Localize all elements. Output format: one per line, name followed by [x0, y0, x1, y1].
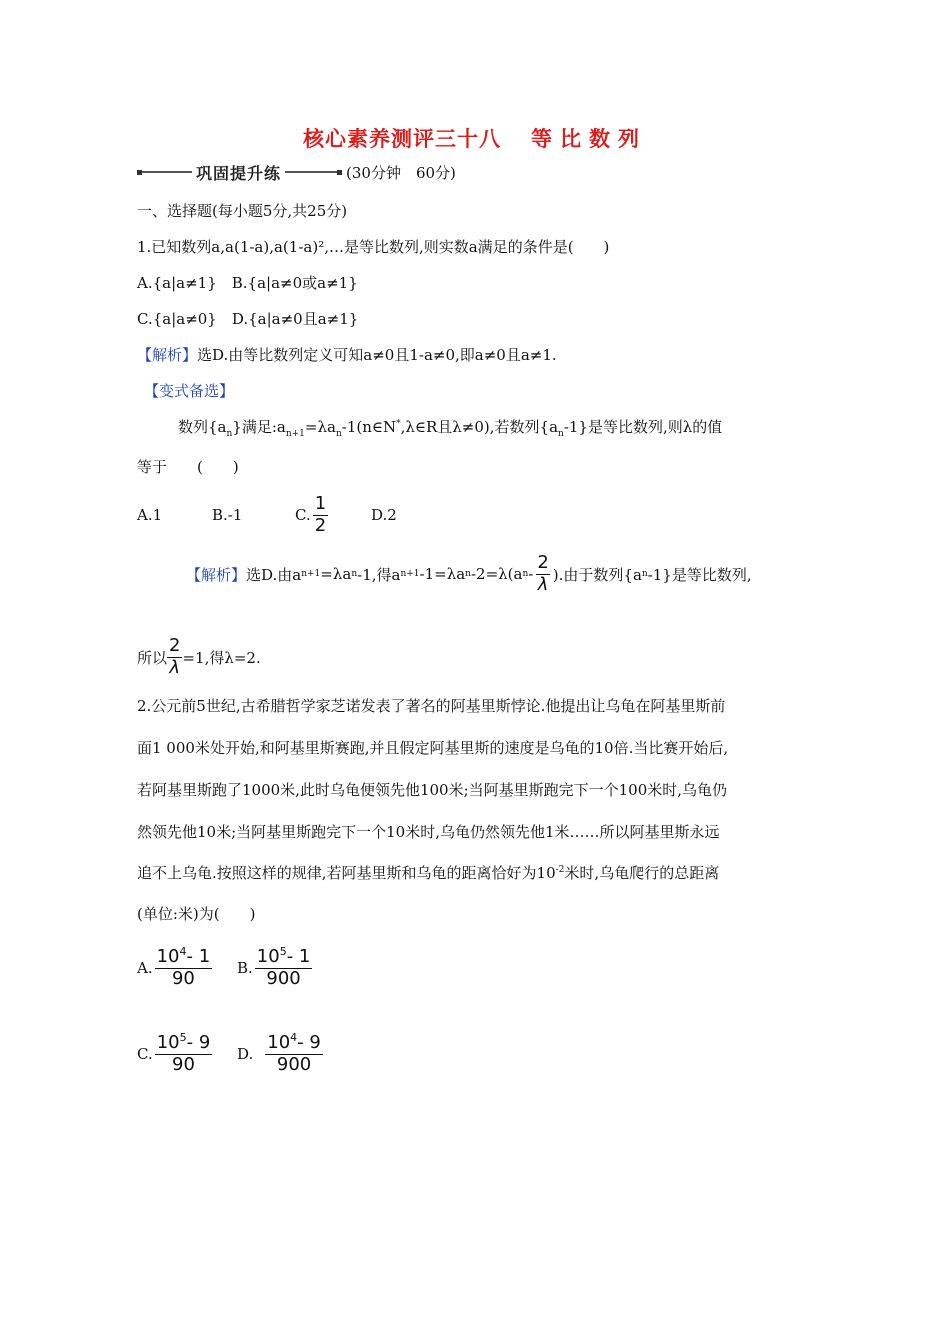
- q2-line5: [137, 862, 719, 883]
- variant-tag: 【变式备选】: [144, 382, 235, 400]
- section-banner: [137, 160, 456, 184]
- subscript: n: [335, 429, 342, 439]
- q2-line4: 然领先他10米;当阿基里斯跑完下一个10米时,乌龟仍然领先他1米……所以阿基里斯永远: [137, 823, 720, 841]
- numerator-rest: - 1: [286, 946, 311, 967]
- variant-stem-part: -1(n∈N: [341, 418, 397, 436]
- q2-option-b: [237, 947, 314, 989]
- variant-option-a: A.1: [137, 506, 163, 524]
- numerator-base: 10: [156, 946, 180, 967]
- variant-analysis-line1: 【解析】 选D.由a n+1 =λa n -1,得a n+1 -1=λa n -2=λ(a n - $\frac{2}{\lambda}$ ).由于数列{a n -1}是等比数列,: [186, 551, 752, 595]
- superscript: 5: [279, 945, 287, 958]
- superscript: -2: [555, 865, 565, 875]
- numerator-base: 10: [256, 946, 280, 967]
- q1-analysis-text: 选D.由等比数列定义可知a≠0且1-a≠0,即a≠0且a≠1.: [197, 346, 557, 364]
- numerator-rest: - 9: [186, 1032, 211, 1053]
- variant-stem-line1: [178, 416, 722, 437]
- fraction-two-over-lambda: [535, 553, 550, 595]
- q2-option-d: [237, 1033, 325, 1075]
- q2-options-row2: [137, 1033, 325, 1075]
- fraction-denominator: 2: [314, 514, 327, 536]
- variant-options: [137, 490, 397, 540]
- fraction-denominator: λ: [169, 656, 181, 678]
- analysis-part: -1=λa: [419, 565, 466, 583]
- numerator-rest: - 9: [297, 1032, 321, 1053]
- q1-option-d: D.{a|a≠0且a≠1}: [231, 310, 359, 328]
- variant-option-c-label: C.: [295, 506, 311, 524]
- superscript: 4: [290, 1031, 298, 1044]
- numerator-base: 10: [156, 1032, 180, 1053]
- subscript: n: [558, 429, 564, 439]
- section-heading: 一、选择题(每小题5分,共25分): [137, 202, 348, 220]
- superscript: 5: [179, 1031, 187, 1044]
- analysis-part: ).由于数列{a: [552, 565, 642, 584]
- fraction-numerator: [155, 1033, 213, 1054]
- fraction-numerator: 2: [169, 634, 181, 656]
- fraction-numerator: [265, 1033, 323, 1054]
- q2-line2: 面1 000米处开始,和阿基里斯赛跑,并且假定阿基里斯的速度是乌龟的10倍.当比赛开始后,: [137, 739, 729, 757]
- option-fraction: [265, 1033, 323, 1075]
- q1-option-c: C.{a|a≠0}: [137, 310, 217, 328]
- fraction-denominator: λ: [537, 573, 549, 595]
- fraction-denominator: 900: [255, 968, 313, 990]
- analysis-part: 选D.由a: [246, 565, 302, 584]
- analysis-part: =λa: [320, 565, 352, 583]
- variant-stem-part: ,λ∈R且λ≠0),若数列{a: [400, 418, 559, 436]
- fraction-numerator: 1: [314, 492, 327, 514]
- q1-options-row1: [137, 272, 358, 293]
- numerator-rest: - 1: [186, 946, 211, 967]
- analysis-part: -: [528, 565, 534, 583]
- banner-time: (30分钟 60分): [346, 163, 456, 182]
- option-label: D.: [237, 1045, 254, 1064]
- subscript: n+1: [285, 429, 305, 439]
- banner-line-right: [285, 170, 342, 175]
- q2-line5-part: 追不上乌龟.按照这样的规律,若阿基里斯和乌龟的距离恰好为10: [137, 864, 556, 882]
- banner-label: 巩固提升练: [196, 163, 282, 183]
- page-title: [0, 123, 950, 153]
- option-fraction: [155, 1033, 213, 1075]
- variant-stem-part: =λa: [304, 418, 336, 436]
- q2-options-row1: [137, 947, 314, 989]
- option-label: C.: [137, 1045, 153, 1064]
- analysis-part: 所以: [137, 648, 168, 667]
- numerator-base: 10: [267, 1032, 291, 1053]
- variant-stem-part: }满足:a: [232, 418, 286, 436]
- variant-option-b: B.-1: [212, 506, 243, 524]
- variant-analysis-tag: 【解析】: [186, 565, 247, 584]
- analysis-part: -2=λ(a: [470, 565, 523, 583]
- variant-stem-line2: 等于 ( ): [137, 458, 239, 476]
- q2-line3: 若阿基里斯跑了1000米,此时乌龟便领先他100米;当阿基里斯跑完下一个100米时,乌龟仍: [137, 781, 728, 799]
- fraction-denominator: 90: [155, 968, 213, 990]
- variant-option-d: D.2: [371, 506, 397, 524]
- subscript: n: [226, 429, 233, 439]
- q1-option-b: B.{a|a≠0或a≠1}: [231, 274, 358, 292]
- q1-option-a: A.{a|a≠1}: [137, 274, 217, 292]
- superscript: *: [396, 419, 401, 429]
- analysis-part: -1,得a: [357, 565, 401, 584]
- option-label: B.: [237, 959, 253, 978]
- q1-stem: 1.已知数列a,a(1-a),a(1-a)²,…是等比数列,则实数a满足的条件是( ): [137, 238, 610, 256]
- q2-line1: 2.公元前5世纪,古希腊哲学家芝诺发表了著名的阿基里斯悖论.他提出让乌龟在阿基里斯前: [137, 697, 726, 715]
- analysis-part: -1}是等比数列,: [647, 565, 752, 584]
- fraction-two-over-lambda: [167, 636, 182, 678]
- q2-line6: (单位:米)为( ): [137, 905, 256, 923]
- q2-option-c: [137, 1033, 237, 1075]
- option-label: A.: [137, 959, 153, 978]
- analysis-part: =1,得λ=2.: [182, 648, 261, 667]
- superscript: 4: [179, 945, 187, 958]
- q2-line5-part: 米时,乌龟爬行的总距离: [564, 864, 720, 882]
- banner-line-left: [137, 170, 192, 175]
- fraction-denominator: 90: [155, 1054, 213, 1076]
- variant-option-c: [295, 494, 371, 536]
- fraction-one-half: [313, 494, 328, 536]
- q2-option-a: [137, 947, 237, 989]
- title-topic: 等比数列: [531, 127, 647, 151]
- q1-analysis: [137, 344, 557, 365]
- option-fraction: [255, 947, 313, 989]
- q1-analysis-tag: 【解析】: [137, 346, 198, 364]
- title-main: 核心素养测评三十八: [303, 127, 501, 151]
- variant-stem-part: -1}是等比数列,则λ的值: [563, 418, 723, 436]
- fraction-numerator: 2: [537, 551, 549, 573]
- fraction-numerator: [255, 947, 313, 968]
- variant-stem-part: 数列{a: [178, 418, 227, 436]
- q1-options-row2: [137, 308, 358, 329]
- fraction-denominator: 900: [265, 1054, 323, 1076]
- fraction-numerator: [155, 947, 213, 968]
- variant-analysis-line2: [137, 632, 261, 682]
- option-fraction: [155, 947, 213, 989]
